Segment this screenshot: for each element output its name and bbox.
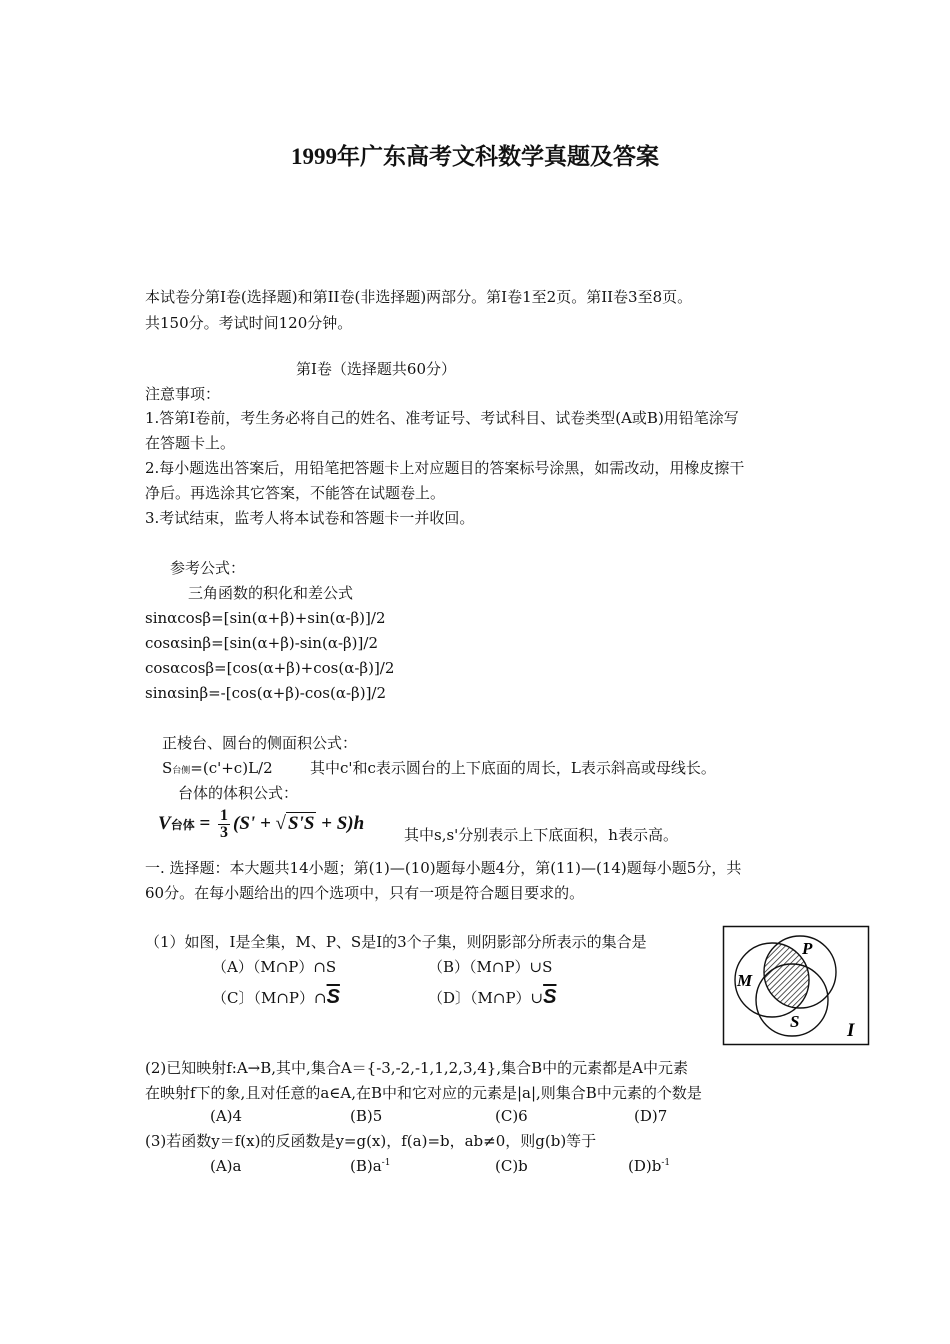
q3-option-a: (A)a — [210, 1157, 242, 1175]
volume-formula — [158, 808, 364, 841]
trig-formula-1: sinαcosβ=[sin(α+β)+sin(α-β)]/2 — [145, 609, 386, 627]
volume-heading: 台体的体积公式： — [178, 784, 299, 802]
notes-item-2b: 净后。再选涂其它答案，不能答在试题卷上。 — [145, 484, 446, 502]
notes-item-1a: 1.答第Ⅰ卷前，考生务必将自己的姓名、准考证号、考试科目、试卷类型(A或B)用铅笔涂写 — [145, 409, 739, 427]
venn-diagram — [722, 924, 870, 1046]
venn-label-m: M — [737, 971, 753, 990]
q1-stem: （1）如图，I是全集，M、P、S是I的3个子集，则阴影部分所表示的集合是 — [145, 933, 647, 951]
q2-option-b: (B)5 — [350, 1107, 383, 1125]
volume-frac-num: 1 — [220, 807, 229, 824]
q1-option-c-text: （C〕（M∩P）∩ — [212, 989, 327, 1007]
part1-heading: 第Ⅰ卷（选择题共60分） — [296, 360, 457, 378]
trig-formula-4: sinαsinβ=-[cos(α+β)-cos(α-β)]/2 — [145, 684, 387, 702]
volume-v: V — [158, 812, 171, 834]
q1-option-a: （A）（M∩P）∩S — [212, 958, 337, 976]
intro-line-1: 本试卷分第Ⅰ卷(选择题)和第II卷(非选择题)两部分。第Ⅰ卷1至2页。第II卷3至8页。 — [145, 288, 693, 306]
volume-root: S'S — [287, 812, 315, 834]
sqrt-icon: √ — [275, 812, 286, 834]
lateral-sub: 台侧 — [172, 766, 191, 776]
page-title: 1999年广东高考文科数学真题及答案 — [291, 144, 659, 169]
lateral-formula — [162, 758, 273, 781]
q1-option-d-text: （D〕（M∩P）∪ — [428, 989, 544, 1007]
q3-option-d — [628, 1156, 670, 1176]
venn-label-p: P — [802, 939, 813, 958]
notes-heading: 注意事项： — [145, 385, 221, 403]
q2-line-1: (2)已知映射f:A→B,其中,集合A＝{-3,-2,-1,1,2,3,4},集合B中的元素都是A中元素 — [145, 1059, 688, 1077]
venn-label-s: S — [790, 1012, 800, 1031]
lateral-s: S — [162, 759, 173, 777]
section1-line-2: 60分。在每小题给出的四个选项中，只有一项是符合题目要求的。 — [145, 884, 585, 902]
q1-option-d-sbar: $\overline{S}$ — [543, 986, 557, 1008]
lateral-expr: =(c'+c)L/2 — [190, 759, 273, 777]
q3-option-d-text: (D)b — [628, 1157, 662, 1175]
q3-option-c: (C)b — [495, 1157, 528, 1175]
lateral-heading: 正棱台、圆台的侧面积公式： — [162, 734, 358, 752]
volume-sub: 台体 — [170, 817, 195, 832]
volume-desc: 其中s,s'分别表示上下底面积，h表示高。 — [404, 826, 678, 844]
q1-option-d — [428, 987, 556, 1008]
volume-open: (S' + — [233, 812, 276, 834]
notes-item-1b: 在答题卡上。 — [145, 434, 236, 452]
q1-option-c — [212, 987, 340, 1008]
q3-option-b-text: (B)a — [350, 1157, 382, 1175]
volume-fraction — [218, 808, 230, 841]
section1-line-1: 一. 选择题：本大题共14小题；第(1)—(10)题每小题4分，第(11)—(14)题每小题5分，共 — [145, 859, 742, 877]
trig-heading: 三角函数的积化和差公式 — [188, 584, 354, 602]
intro-line-2: 共150分。考试时间120分钟。 — [145, 314, 353, 332]
volume-frac-den: 3 — [220, 824, 229, 841]
volume-close: + S)h — [316, 812, 365, 834]
q3-stem: (3)若函数y＝f(x)的反函数是y=g(x)，f(a)=b，ab≠0，则g(b)等于 — [145, 1132, 597, 1150]
volume-eq: = — [194, 812, 216, 834]
q2-option-a: (A)4 — [210, 1107, 243, 1125]
q3-option-d-sup: -1 — [661, 1158, 671, 1168]
venn-label-i: I — [847, 1020, 855, 1041]
q3-option-b-sup: -1 — [381, 1158, 391, 1168]
q2-option-d: (D)7 — [634, 1107, 668, 1125]
q2-line-2: 在映射f下的象,且对任意的a∈A,在B中和它对应的元素是|a|,则集合B中元素的个数是 — [145, 1084, 702, 1102]
q1-option-b: （B）（M∩P）∪S — [428, 958, 553, 976]
formulas-heading: 参考公式： — [170, 559, 246, 577]
q3-option-b — [350, 1156, 390, 1176]
trig-formula-2: cosαsinβ=[sin(α+β)-sin(α-β)]/2 — [145, 634, 378, 652]
q2-option-c: (C)6 — [495, 1107, 528, 1125]
notes-item-3: 3.考试结束，监考人将本试卷和答题卡一并收回。 — [145, 509, 475, 527]
q1-option-c-sbar: $\overline{S}$ — [326, 986, 340, 1008]
lateral-desc: 其中c'和c表示圆台的上下底面的周长，L表示斜高或母线长。 — [310, 759, 716, 777]
notes-item-2a: 2.每小题选出答案后，用铅笔把答题卡上对应题目的答案标号涂黑，如需改动，用橡皮擦干 — [145, 459, 745, 477]
trig-formula-3: cosαcosβ=[cos(α+β)+cos(α-β)]/2 — [145, 659, 395, 677]
